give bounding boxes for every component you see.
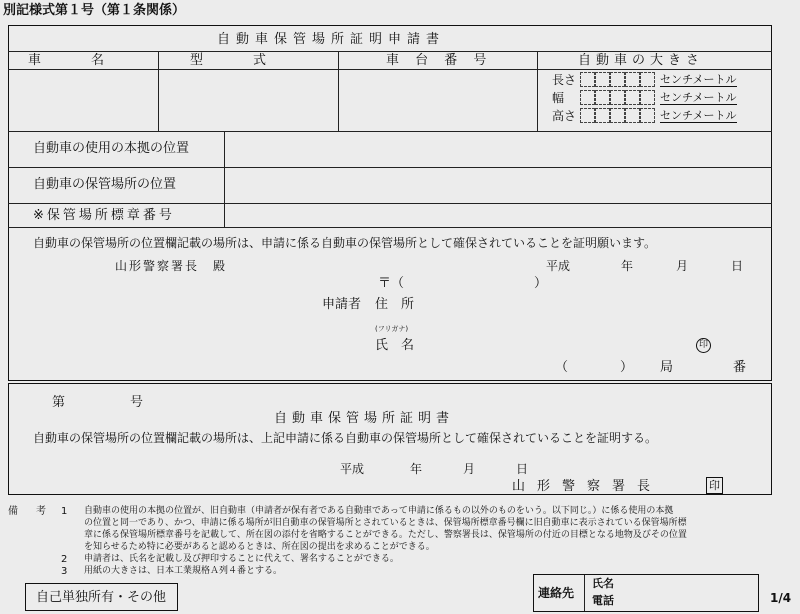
address-label: 住 所 (375, 297, 415, 312)
divider (8, 203, 772, 204)
certificate-date-month: 月 (463, 462, 476, 476)
col-header-name: 車 名 (28, 53, 113, 68)
vehicle-model-field[interactable] (162, 72, 334, 128)
divider (8, 51, 772, 52)
contact-phone-label: 電話 (592, 594, 614, 607)
contact-name-label: 氏名 (592, 577, 614, 590)
phone-number-label: 番 (733, 360, 747, 375)
chassis-number-field[interactable] (342, 72, 533, 128)
note-1-line: を知らせるため特に必要があると認めるときは、所在図の提出を求めることができる。 (84, 542, 435, 552)
note-2-number: 2 (61, 554, 68, 565)
divider (8, 227, 772, 228)
column-divider (338, 51, 339, 131)
storage-location-label: 自動車の保管場所の位置 (33, 177, 177, 192)
seal-mark: 印 (696, 338, 711, 353)
page-number: 1/4 (770, 591, 792, 605)
certificate-date-day: 日 (516, 462, 529, 476)
request-text: 自動車の保管場所の位置欄記載の場所は、申請に係る自動車の保管場所として確保されていることを証明願います。 (33, 236, 657, 250)
note-1-line: 章に係る保管場所標章番号を記載して、所在図の添付を省略することができる。ただし、警察署長は、保管場所の付近の目標となる地物及びその位置 (84, 530, 687, 540)
date-year: 年 (621, 259, 634, 273)
applicant-label: 申請者 (322, 297, 362, 312)
column-divider (224, 131, 225, 227)
divider (8, 167, 772, 168)
size-width-label: 幅 (552, 91, 565, 105)
column-divider (158, 51, 159, 131)
base-location-label: 自動車の使用の本拠の位置 (33, 141, 190, 156)
certificate-title: 自動車保管場所証明書 (274, 411, 455, 426)
notes-label: 備 考 (8, 506, 50, 517)
divider (8, 131, 772, 132)
storage-location-field[interactable] (228, 170, 768, 200)
police-chief-address: 山形警察署長 殿 (115, 259, 228, 273)
contact-label: 連絡先 (538, 586, 575, 600)
certificate-date-era: 平成 (340, 462, 365, 476)
size-height-label: 高さ (552, 109, 577, 123)
phone-exchange-label: 局 (660, 360, 674, 375)
size-width-unit: センチメートル (660, 91, 737, 104)
base-location-field[interactable] (228, 134, 768, 164)
certificate-number-label: 第 号 (52, 395, 144, 410)
contact-phone-field[interactable] (588, 594, 756, 610)
divider (8, 69, 772, 70)
form-number: 別記様式第１号（第１条関係） (3, 3, 186, 18)
size-height-unit: センチメートル (660, 109, 737, 122)
applicant-name-field[interactable] (430, 330, 690, 352)
phone-area-code[interactable]: （ ） (555, 360, 634, 375)
note-3-line: 用紙の大きさは、日本工業規格Ａ列４番とする。 (84, 566, 283, 576)
date-day: 日 (731, 259, 744, 273)
address-field[interactable] (430, 294, 760, 314)
size-length-label: 長さ (552, 73, 577, 87)
contact-name-field[interactable] (588, 576, 756, 592)
certificate-text: 自動車の保管場所の位置欄記載の場所は、上記申請に係る自動車の保管場所として確保されていることを証明する。 (33, 431, 658, 445)
ownership-box[interactable] (25, 583, 178, 611)
sign-number-label: ※保管場所標章番号 (33, 208, 175, 223)
note-3-number: 3 (61, 566, 68, 577)
certificate-issuer: 山形警察署長 (512, 479, 663, 494)
vehicle-name-field[interactable] (12, 72, 154, 128)
official-seal: 印 (706, 477, 723, 494)
column-divider (537, 51, 538, 131)
note-2-line: 申請者は、氏名を記載し及び押印することに代えて、署名することができる。 (84, 554, 399, 564)
form-title: 自動車保管場所証明申請書 (217, 32, 446, 47)
furigana-label: (フリガナ) (375, 325, 409, 333)
note-1-line: 自動車の使用の本拠の位置が、旧自動車（申請者が保有者である自動車であって申請に係るもの以外のものをいう。以下同じ。）に係る使用の本拠 (84, 506, 674, 516)
name-label: 氏 名 (375, 338, 415, 353)
ownership-label: 自己単独所有・その他 (36, 590, 167, 605)
certificate-date-year: 年 (410, 462, 423, 476)
col-header-size: 自動車の大きさ (578, 53, 705, 68)
postal-code-field[interactable]: 〒（ ） (378, 276, 548, 291)
date-era: 平成 (546, 259, 571, 273)
note-1-line: の位置と同一であり、かつ、申請に係る場所が旧自動車の保管場所とされているときは、保管場所標章番号欄に旧自動車に表示されている保管場所標 (84, 518, 687, 528)
sign-number-field[interactable] (228, 206, 768, 225)
col-header-chassis: 車 台 番 号 (386, 53, 493, 68)
size-length-unit: センチメートル (660, 73, 737, 86)
date-month: 月 (676, 259, 689, 273)
col-header-model: 型 式 (190, 53, 275, 68)
note-1-number: 1 (61, 506, 68, 517)
